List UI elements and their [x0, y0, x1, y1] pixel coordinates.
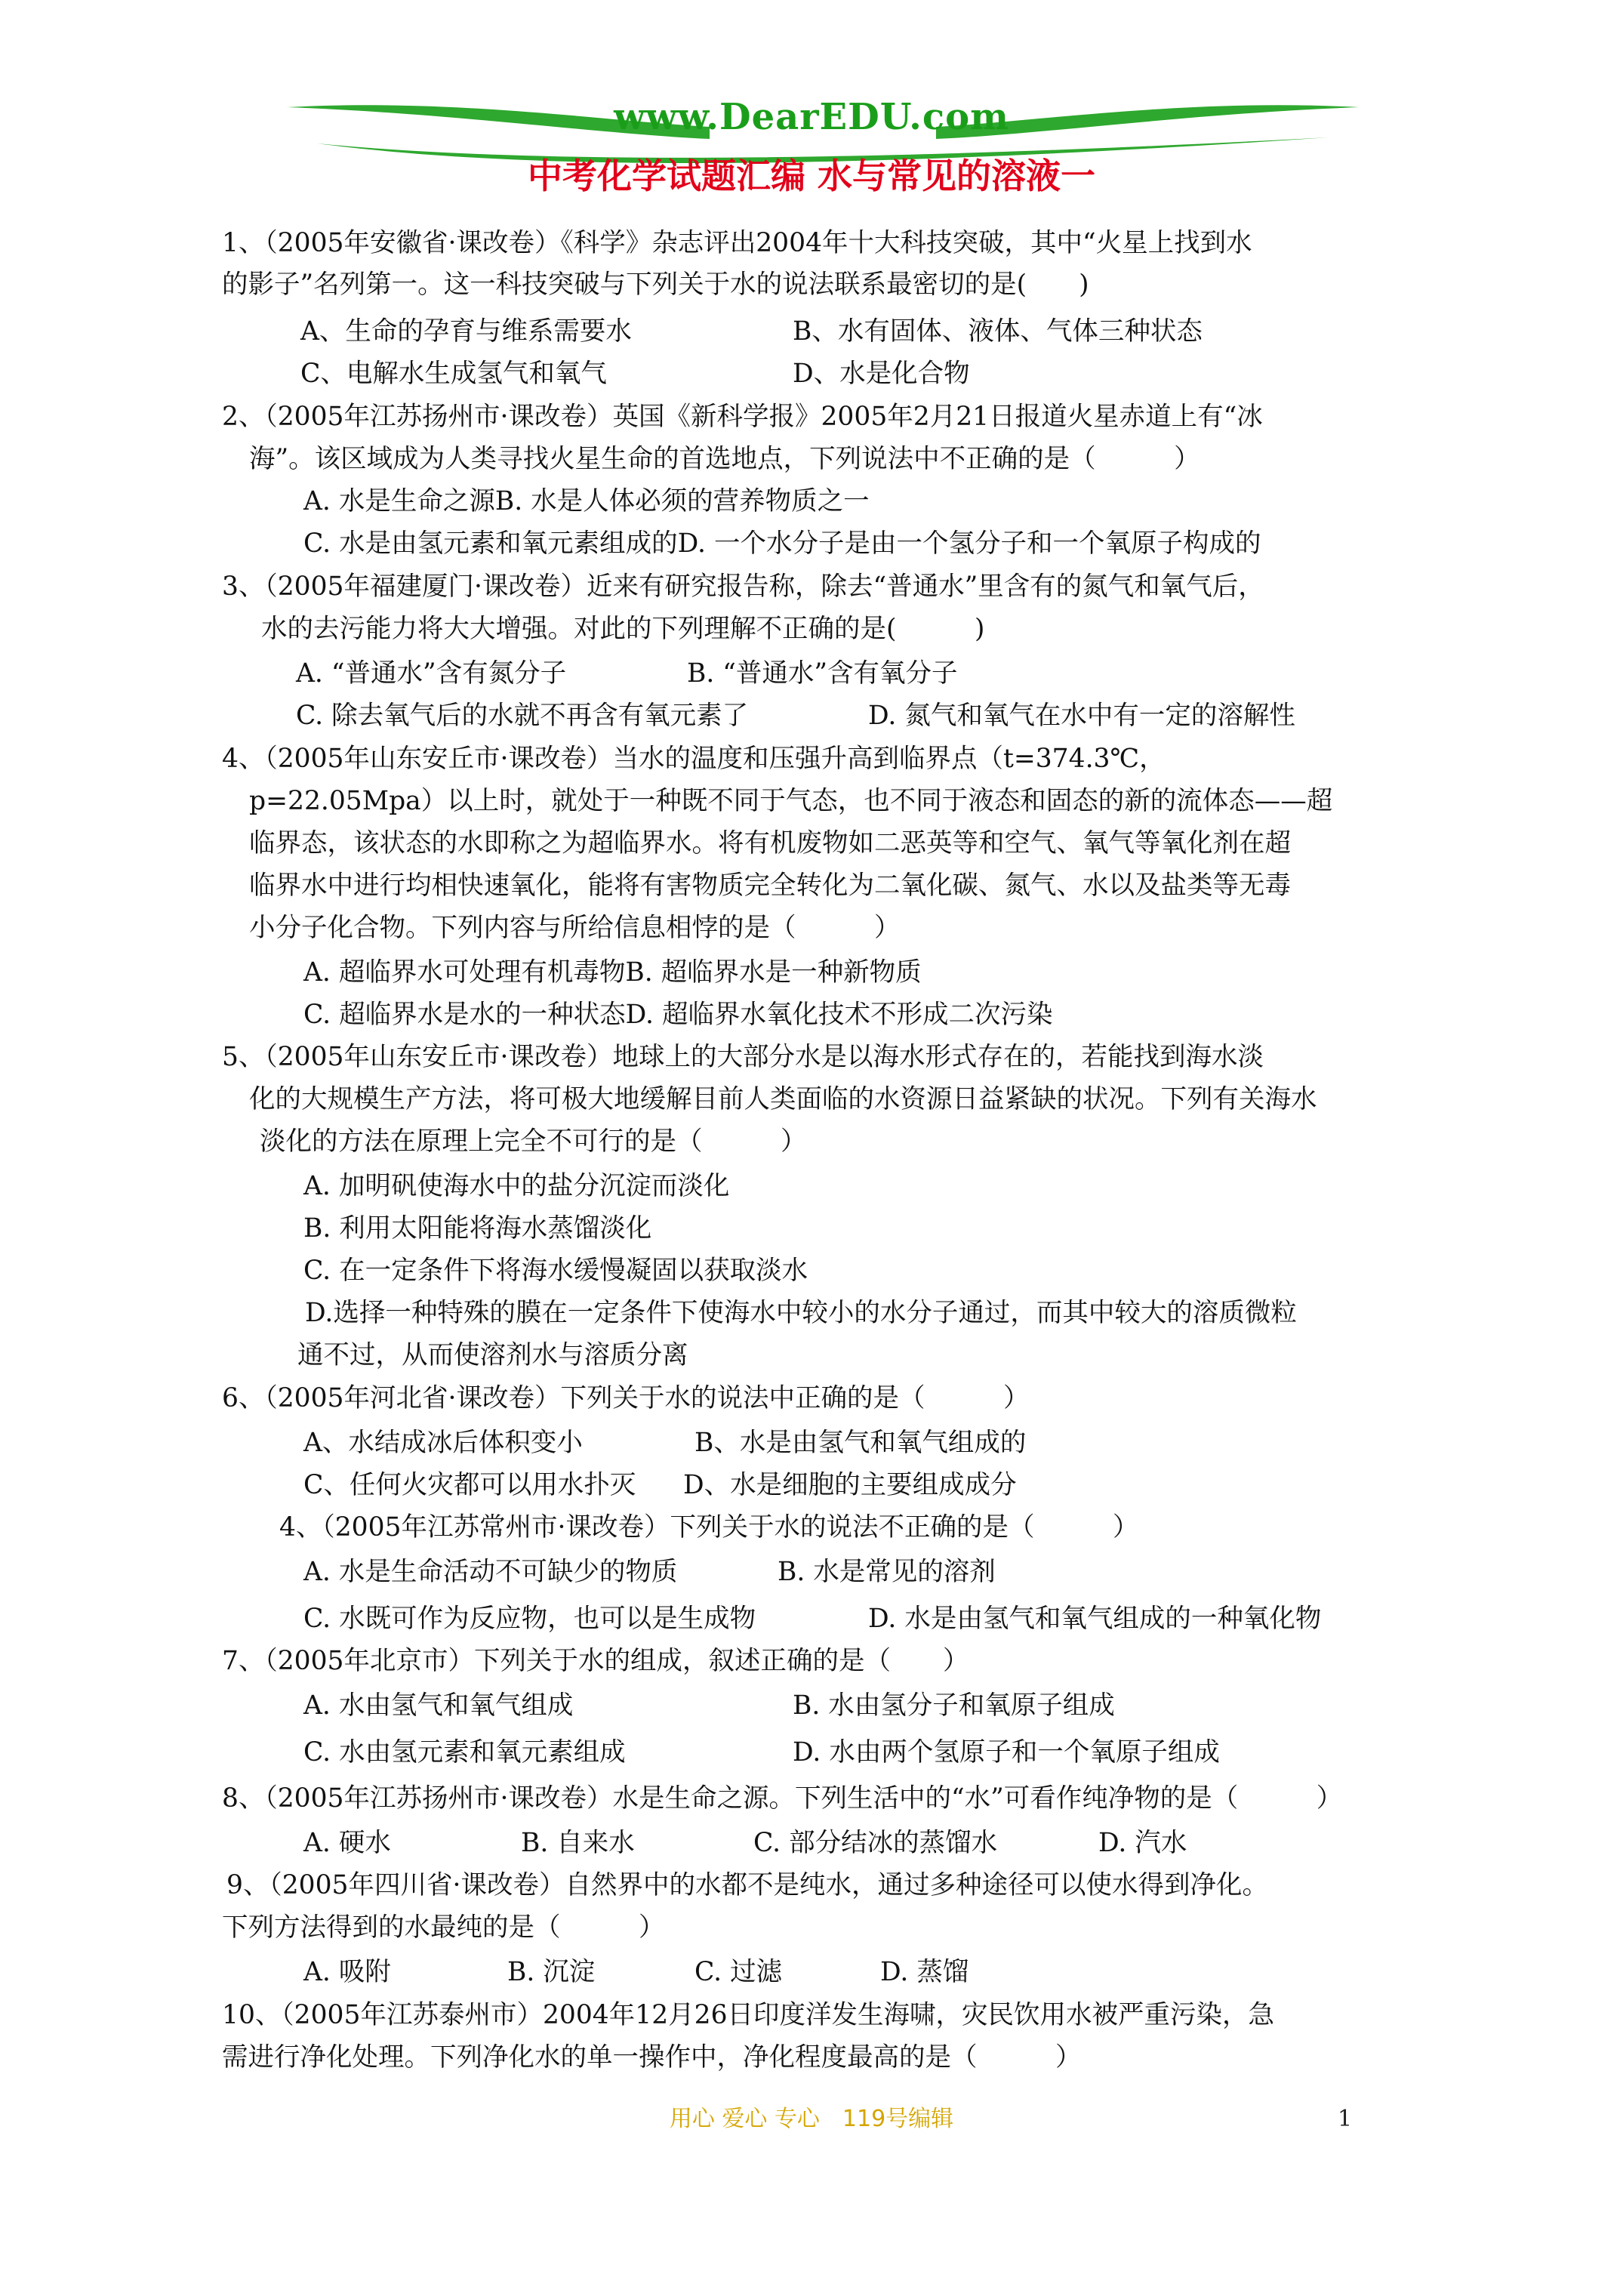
- text-line: 2、（2005年江苏扬州市·课改卷）英国《新科学报》2005年2月21日报道火星赤道上有“冰: [222, 402, 1263, 432]
- option-text: A、水结成冰后体积变小: [303, 1428, 583, 1458]
- text-line: 4、（2005年山东安丘市·课改卷）当水的温度和压强升高到临界点（t=374.3℃，: [222, 744, 1166, 774]
- option-text: B. 利用太阳能将海水蒸馏淡化: [303, 1213, 652, 1244]
- text-line: 5、（2005年山东安丘市·课改卷）地球上的大部分水是以海水形式存在的，若能找到海水淡: [222, 1042, 1264, 1072]
- option-text: A. 加明矾使海水中的盐分沉淀而淡化: [303, 1171, 730, 1201]
- option-text: D. 水是由氢气和氧气组成的一种氧化物: [868, 1604, 1322, 1634]
- text-line: 淡化的方法在原理上完全不可行的是（ ）: [260, 1126, 807, 1157]
- option-text: D. 汽水: [1098, 1828, 1187, 1858]
- option-text: A. 水是生命活动不可缺少的物质: [303, 1557, 678, 1587]
- page-number: 1: [1338, 2106, 1353, 2132]
- option-text: B. 沉淀: [507, 1957, 596, 1987]
- option-text: B、水有固体、液体、气体三种状态: [793, 316, 1203, 347]
- text-line: 6、（2005年河北省·课改卷）下列关于水的说法中正确的是（ ）: [222, 1383, 1030, 1413]
- option-text: B. 自来水: [521, 1828, 635, 1858]
- option-text: A. 水是生命之源B. 水是人体必须的营养物质之一: [303, 486, 870, 516]
- option-text: D. 氮气和氧气在水中有一定的溶解性: [868, 701, 1295, 731]
- option-text: A. 水由氢气和氧气组成: [303, 1690, 574, 1721]
- text-line: 10、（2005年江苏泰州市）2004年12月26日印度洋发生海啸，灾民饮用水被严重污染，急: [222, 2000, 1275, 2030]
- option-text: C. 过滤: [694, 1957, 783, 1987]
- option-text: C、任何火灾都可以用水扑灭: [303, 1470, 636, 1500]
- option-text: A. “普通水”含有氮分子: [296, 658, 567, 689]
- text-line: 8、（2005年江苏扬州市·课改卷）水是生命之源。下列生活中的“水”可看作纯净物的是（ ）: [222, 1783, 1343, 1814]
- footer-text: 用心 爱心 专心 119号编辑: [669, 2106, 954, 2132]
- text-line: 3、（2005年福建厦门·课改卷）近来有研究报告称，除去“普通水”里含有的氮气和氧气后，: [222, 572, 1264, 602]
- option-text: 通不过，从而使溶剂水与溶质分离: [297, 1340, 688, 1370]
- text-line: 小分子化合物。下列内容与所给信息相悖的是（ ）: [249, 913, 901, 943]
- option-text: A. 硬水: [303, 1828, 391, 1858]
- option-text: B. “普通水”含有氧分子: [687, 658, 958, 689]
- option-text: C、电解水生成氢气和氧气: [300, 359, 607, 389]
- option-text: D、水是细胞的主要组成成分: [683, 1470, 1017, 1500]
- option-text: C. 水既可作为反应物，也可以是生成物: [303, 1604, 756, 1634]
- page-title: 中考化学试题汇编 水与常见的溶液一: [527, 156, 1095, 196]
- text-line: 7、（2005年北京市）下列关于水的组成，叙述正确的是（ ）: [222, 1646, 969, 1676]
- text-line: 9、（2005年四川省·课改卷）自然界中的水都不是纯水，通过多种途径可以使水得到净化。: [226, 1870, 1268, 1900]
- option-text: B. 水是常见的溶剂: [778, 1557, 996, 1587]
- text-line: p=22.05Mpa）以上时，就处于一种既不同于气态，也不同于液态和固态的新的流体态——超: [249, 786, 1333, 816]
- text-line: 化的大规模生产方法，将可极大地缓解目前人类面临的水资源日益紧缺的状况。下列有关海水: [249, 1084, 1317, 1114]
- text-line: 需进行净化处理。下列净化水的单一操作中，净化程度最高的是（ ）: [222, 2042, 1082, 2073]
- text-line: 临界态，该状态的水即称之为超临界水。将有机废物如二恶英等和空气、氧气等氧化剂在超: [249, 828, 1291, 858]
- option-text: B. 水由氢分子和氧原子组成: [793, 1690, 1115, 1721]
- text-line: 海”。该区域成为人类寻找火星生命的首选地点，下列说法中不正确的是（ ）: [249, 444, 1200, 474]
- option-text: C. 部分结冰的蒸馏水: [753, 1828, 998, 1858]
- option-text: D.选择一种特殊的膜在一定条件下使海水中较小的水分子通过，而其中较大的溶质微粒: [305, 1298, 1297, 1328]
- text-line: 水的去污能力将大大增强。对此的下列理解不正确的是( ): [261, 614, 985, 644]
- banner-url-text: www.DearEDU.com: [614, 96, 1009, 138]
- option-text: C. 水由氢元素和氧元素组成: [303, 1737, 626, 1767]
- option-text: C. 除去氧气后的水就不再含有氧元素了: [296, 701, 749, 731]
- option-text: A. 超临界水可处理有机毒物B. 超临界水是一种新物质: [303, 957, 922, 988]
- text-line: 临界水中进行均相快速氧化，能将有害物质完全转化为二氧化碳、氮气、水以及盐类等无毒: [249, 871, 1291, 901]
- text-line: 1、（2005年安徽省·课改卷）《科学》杂志评出2004年十大科技突破，其中“火星上找到水: [222, 228, 1252, 258]
- option-text: C. 水是由氢元素和氧元素组成的D. 一个水分子是由一个氢分子和一个氧原子构成的: [303, 529, 1261, 559]
- option-text: C. 在一定条件下将海水缓慢凝固以获取淡水: [303, 1256, 808, 1286]
- text-line: 下列方法得到的水最纯的是（ ）: [222, 1912, 665, 1943]
- option-text: B、水是由氢气和氧气组成的: [694, 1428, 1027, 1458]
- text-line: 的影子”名列第一。这一科技突破与下列关于水的说法联系最密切的是( ): [222, 270, 1089, 300]
- option-text: D、水是化合物: [793, 359, 970, 389]
- option-text: A、生命的孕育与维系需要水: [300, 316, 632, 347]
- option-text: A. 吸附: [303, 1957, 391, 1987]
- option-text: C. 超临界水是水的一种状态D. 超临界水氧化技术不形成二次污染: [303, 1000, 1053, 1030]
- text-line: 4、（2005年江苏常州市·课改卷）下列关于水的说法不正确的是（ ）: [279, 1512, 1139, 1542]
- option-text: D. 蒸馏: [880, 1957, 969, 1987]
- option-text: D. 水由两个氢原子和一个氧原子组成: [793, 1737, 1220, 1767]
